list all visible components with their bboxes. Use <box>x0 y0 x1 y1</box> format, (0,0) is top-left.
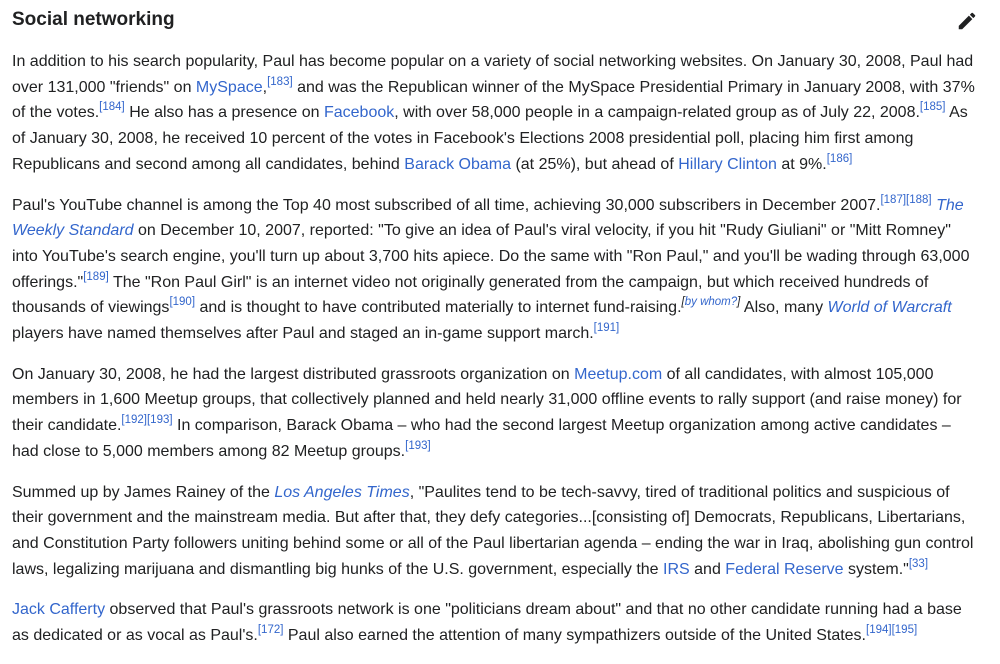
link-irs[interactable]: IRS <box>663 560 690 578</box>
paragraph-meetup <box>12 362 978 465</box>
link-myspace[interactable]: MySpace <box>195 78 263 96</box>
text: , "Paulites tend to be tech-savvy, tired of traditional politics and suspicious of their government and the mainstream media. But after that, they defy categories...[consisting of] Democrats, Republicans, Libertarians, and Constitution Party followers uniting behind some or all of the Paul libertarian agenda – ending the war in Iraq, abolishing gun control laws, legalizing marijuana and dismantling big hunks of the U.S. government, especially the <box>12 483 974 578</box>
link-world-of-warcraft[interactable] <box>828 299 952 316</box>
citation-186 <box>827 153 853 165</box>
text: observed that Paul's grassroots network is one "politicians dream about" and that no other candidate running had a base as dedicated or as vocal as Paul's. <box>12 601 962 645</box>
citation-link-183[interactable]: [183] <box>267 75 293 88</box>
link-hillary-clinton[interactable]: Hillary Clinton <box>678 155 777 173</box>
text: Paul's YouTube channel is among the Top 40 most subscribed of all time, achieving 30,000 subscribers in December 2007. <box>12 196 881 214</box>
text: (at 25%), but ahead of <box>511 155 679 173</box>
link-facebook[interactable]: Facebook <box>323 104 395 122</box>
section-title: Social networking <box>12 9 175 30</box>
citation-193 <box>405 440 431 452</box>
paragraph-social-networks <box>12 49 978 178</box>
link-meetup[interactable]: Meetup.com <box>574 365 663 383</box>
text: of all candidates, with almost 105,000 members in 1,600 Meetup groups, that collectively planned and held nearly 31,000 offline events to rally support (and raise money) for their candidate. <box>12 365 962 435</box>
text: at 9%. <box>776 155 827 173</box>
text: and is thought to have contributed materially to internet fund-raising. <box>195 299 682 317</box>
citation-link-33[interactable]: [33] <box>908 557 929 570</box>
citation-link-191[interactable]: [191] <box>593 322 620 335</box>
citation-link-172[interactable]: [172] <box>257 624 284 637</box>
link-federal-reserve[interactable]: Federal Reserve <box>725 560 844 578</box>
link-weekly-standard-text: The Weekly Standard <box>12 196 964 240</box>
citation-194 <box>866 624 892 636</box>
paragraph-youtube <box>12 193 978 347</box>
text: , with over 58,000 people in a campaign-related group as of July 22, 2008. <box>394 104 920 122</box>
citation-link-186[interactable]: [186] <box>826 152 853 165</box>
link-los-angeles-times-text: Los Angeles Times <box>274 483 410 501</box>
text: and <box>689 560 726 578</box>
citation-172 <box>258 624 284 636</box>
text: The "Ron Paul Girl" is an internet video not originally generated from the campaign, but which received hundreds of thousands of viewings <box>12 273 929 317</box>
citation-link-185[interactable]: [185] <box>919 101 946 114</box>
citation-191 <box>594 322 620 334</box>
bracket: [ <box>681 296 685 309</box>
text: Summed up by James Rainey of the <box>12 483 275 501</box>
citation-189 <box>83 271 109 283</box>
text: players have named themselves after Paul and staged an in-game support march. <box>12 325 594 343</box>
citation-link-193[interactable]: [193] <box>146 414 173 427</box>
text: He also has a presence on <box>124 104 324 122</box>
citation-link-190[interactable]: [190] <box>169 296 196 309</box>
by-whom-tag <box>682 296 741 308</box>
text: As of January 30, 2008, he received 10 percent of the votes in Facebook's Elections 2008 presidential poll, placing him first among Republicans and second among all candidates, behind <box>12 104 968 173</box>
text: Also, many <box>740 299 828 317</box>
citation-195 <box>892 624 918 636</box>
citation-187 <box>880 194 906 206</box>
article-content <box>12 49 978 664</box>
link-world-of-warcraft-text: World of Warcraft <box>827 299 952 317</box>
link-los-angeles-times[interactable] <box>274 484 409 501</box>
citation-link-184[interactable]: [184] <box>99 101 125 114</box>
bracket: ] <box>737 296 741 309</box>
section-header <box>12 6 982 36</box>
citation-link-193[interactable]: [193] <box>405 439 431 452</box>
citation-183 <box>267 76 293 88</box>
citation-33 <box>909 558 928 570</box>
text: and was the Republican winner of the MySpace Presidential Primary in January 2008, with 37% of the votes. <box>12 78 975 122</box>
text: In comparison, Barack Obama – who had the second largest Meetup organization among active candidates – had close to 5,000 members among 82 Meetup groups. <box>12 417 951 460</box>
pencil-icon-svg <box>956 10 978 32</box>
text: In addition to his search popularity, Paul has become popular on a variety of social networking websites. On January 30, 2008, Paul had over 131,000 "friends" on <box>12 53 974 96</box>
text: system." <box>843 560 909 578</box>
citation-link-192[interactable]: [192] <box>121 414 147 427</box>
citation-185 <box>920 101 946 113</box>
text: on December 10, 2007, reported: "To give an idea of Paul's viral velocity, if you hit "Rudy Giuliani" or "Mitt Romney" into YouTube's search engine, you'll turn up about 3,700 hits apiece. Do the same with "Ron Paul," and you'll be wading through 63,000 offerings." <box>12 222 970 291</box>
citation-184 <box>99 101 125 113</box>
text: On January 30, 2008, he had the largest distributed grassroots organization on <box>12 365 575 383</box>
link-by-whom[interactable]: by whom? <box>684 296 738 309</box>
paragraph-la-times <box>12 480 978 583</box>
citation-192 <box>121 414 147 426</box>
citation-link-195[interactable]: [195] <box>891 624 918 637</box>
citation-link-194[interactable]: [194] <box>866 624 892 637</box>
link-jack-cafferty[interactable]: Jack Cafferty <box>12 601 106 619</box>
citation-188 <box>906 194 932 206</box>
pencil-icon[interactable] <box>956 10 978 32</box>
citation-190 <box>169 296 195 308</box>
text: , <box>262 78 268 96</box>
citation-link-187[interactable]: [187] <box>880 193 907 206</box>
citation-link-188[interactable]: [188] <box>906 193 932 206</box>
citation-193 <box>147 414 173 426</box>
text: Paul also earned the attention of many sympathizers outside of the United States. <box>283 627 866 645</box>
link-barack-obama[interactable]: Barack Obama <box>404 155 511 173</box>
citation-link-189[interactable]: [189] <box>83 270 109 283</box>
paragraph-cafferty <box>12 597 978 648</box>
